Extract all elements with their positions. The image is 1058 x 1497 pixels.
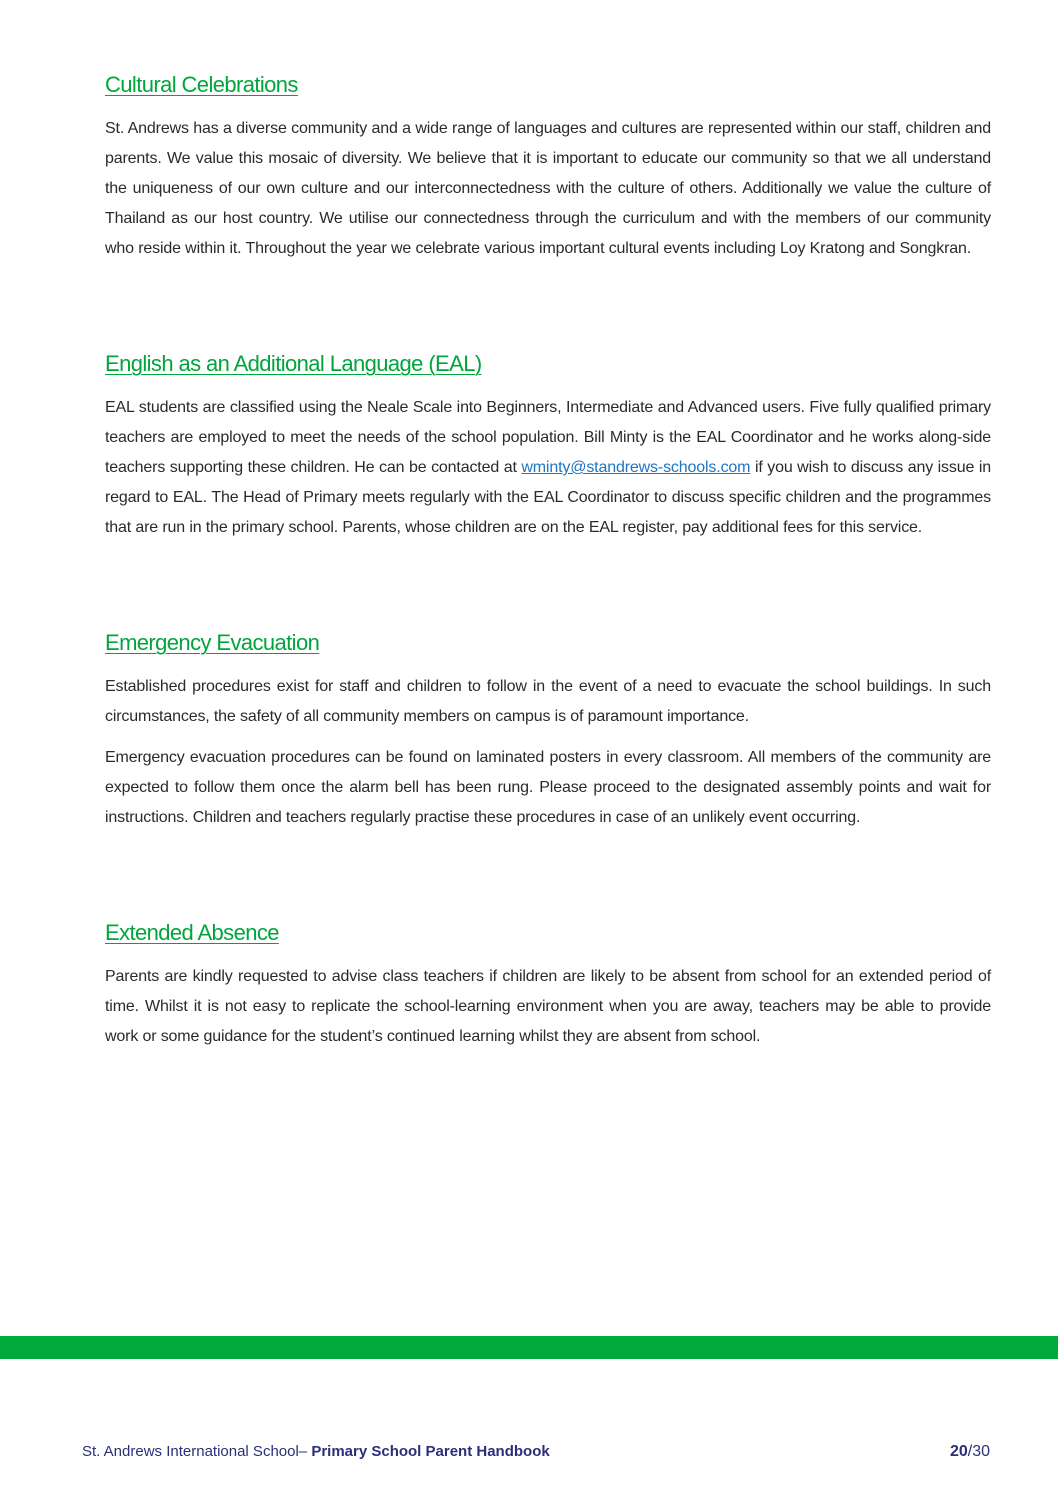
section-heading: Cultural Celebrations bbox=[105, 72, 298, 97]
footer-title bbox=[82, 1443, 550, 1460]
paragraph-text: if you wish to discuss any issue in regard to EAL. The Head of Primary meets regularly with the EAL Coordinator to discuss specific children and the programmes that are run in the primary school. Parents, whose children are on the EAL register, pay additional fees for this service. bbox=[105, 459, 992, 536]
section-emergency-evacuation bbox=[105, 628, 991, 833]
section-extended-absence bbox=[105, 918, 991, 1052]
footer-school-name: St. Andrews International School– bbox=[82, 1443, 312, 1460]
page-current: 20 bbox=[949, 1443, 968, 1460]
section-paragraph: Parents are kindly requested to advise class teachers if children are likely to be absent from school for an extended period of time. Whilst it is not easy to replicate the school-learning environment when you are away, teachers may be able to provide work or some guidance for the student’s continued learning whilst they are absent from school. bbox=[105, 968, 991, 1045]
section-eal bbox=[105, 349, 991, 543]
section-heading: Emergency Evacuation bbox=[105, 630, 320, 655]
section-heading: Extended Absence bbox=[105, 920, 279, 945]
section-cultural-celebrations bbox=[105, 70, 991, 264]
page-footer bbox=[82, 1443, 990, 1465]
section-paragraph: Established procedures exist for staff and children to follow in the event of a need to evacuate the school buildings. In such circumstances, the safety of all community members on campus is of paramount importance. bbox=[105, 678, 991, 725]
section-paragraph: Emergency evacuation procedures can be found on laminated posters in every classroom. All members of the community are expected to follow them once the alarm bell has been rung. Please proceed to the designated assembly points and wait for instructions. Children and teachers regularly practise these procedures in case of an unlikely event occurring. bbox=[105, 749, 991, 826]
footer-handbook-title: Primary School Parent Handbook bbox=[311, 1443, 550, 1460]
email-link[interactable]: wminty@standrews-schools.com bbox=[521, 459, 751, 476]
section-paragraph bbox=[105, 393, 991, 543]
paragraph-text: EAL students are classified using the Neale Scale into Beginners, Intermediate and Advanced users. Five fully qualified primary teachers are employed to meet the needs of the school population. Bill Minty is the EAL Coordinator and he works along-side teachers supporting these children. He can be contacted at bbox=[105, 399, 991, 476]
section-heading: English as an Additional Language (EAL) bbox=[105, 351, 482, 376]
section-paragraph: St. Andrews has a diverse community and a wide range of languages and cultures are represented within our staff, children and parents. We value this mosaic of diversity. We believe that it is important to educate our community so that we all understand the uniqueness of our own culture and our interconnectedness with the culture of others. Additionally we value the culture of Thailand as our host country. We utilise our connectedness through the curriculum and with the members of our community who reside within it. Throughout the year we celebrate various important cultural events including Loy Kratong and Songkran. bbox=[105, 120, 991, 257]
page-number bbox=[950, 1443, 990, 1461]
page-total: /30 bbox=[967, 1443, 990, 1460]
footer-green-bar bbox=[0, 1336, 1058, 1359]
